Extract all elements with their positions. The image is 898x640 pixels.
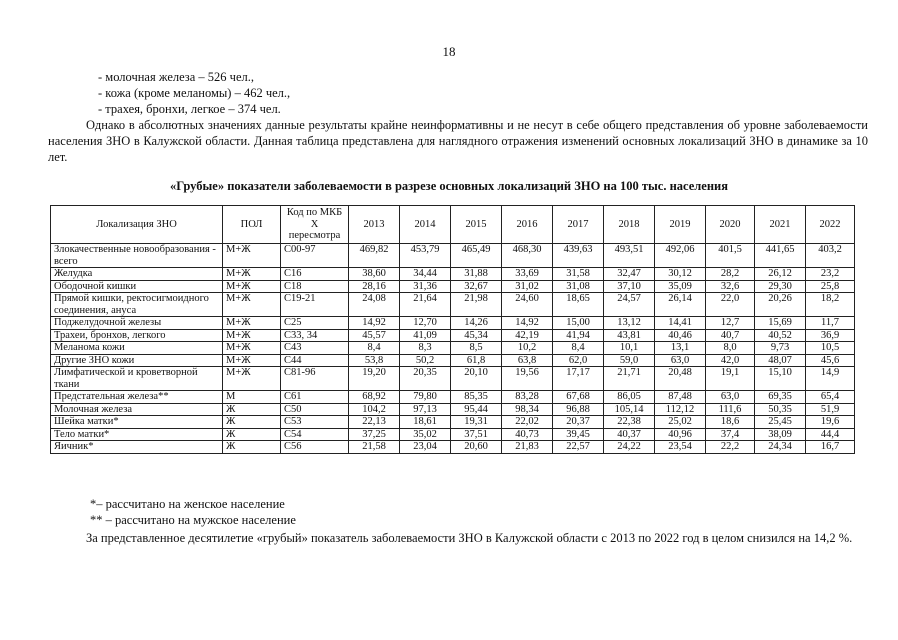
rate-cell: 18,61	[400, 416, 451, 429]
rate-cell: 22,02	[502, 416, 553, 429]
sex-cell: М+Ж	[223, 244, 281, 268]
rate-cell: 40,73	[502, 428, 553, 441]
column-header: 2021	[755, 206, 806, 244]
localization-cell: Шейка матки*	[51, 416, 223, 429]
column-header: 2015	[451, 206, 502, 244]
localization-cell: Предстательная железа**	[51, 391, 223, 404]
sex-cell: М+Ж	[223, 367, 281, 391]
icd-code-cell: С19-21	[281, 293, 349, 317]
localization-cell: Трахеи, бронхов, легкого	[51, 329, 223, 342]
table-header-row	[51, 206, 855, 244]
rate-cell: 32,67	[451, 280, 502, 293]
rate-cell: 31,08	[553, 280, 604, 293]
rate-cell: 24,08	[349, 293, 400, 317]
icd-code-cell: С53	[281, 416, 349, 429]
column-header: 2018	[604, 206, 655, 244]
rate-cell: 23,54	[655, 441, 706, 454]
rate-cell: 69,35	[755, 391, 806, 404]
rate-cell: 24,57	[604, 293, 655, 317]
rate-cell: 31,36	[400, 280, 451, 293]
table-row	[51, 403, 855, 416]
rate-cell: 36,9	[806, 329, 855, 342]
rate-cell: 10,5	[806, 342, 855, 355]
rate-cell: 15,00	[553, 317, 604, 330]
localization-cell: Молочная железа	[51, 403, 223, 416]
rate-cell: 20,60	[451, 441, 502, 454]
sex-cell: М+Ж	[223, 317, 281, 330]
conclusion-paragraph	[48, 530, 868, 546]
rate-cell: 26,12	[755, 268, 806, 281]
rate-cell: 19,6	[806, 416, 855, 429]
rate-cell: 21,64	[400, 293, 451, 317]
icd-code-cell: С50	[281, 403, 349, 416]
rate-cell: 25,8	[806, 280, 855, 293]
rate-cell: 19,56	[502, 367, 553, 391]
rate-cell: 10,1	[604, 342, 655, 355]
rate-cell: 18,2	[806, 293, 855, 317]
table-row	[51, 367, 855, 391]
table-row	[51, 441, 855, 454]
rate-cell: 32,6	[706, 280, 755, 293]
rate-cell: 22,38	[604, 416, 655, 429]
rate-cell: 8,3	[400, 342, 451, 355]
rate-cell: 16,7	[806, 441, 855, 454]
rate-cell: 17,17	[553, 367, 604, 391]
column-header: 2014	[400, 206, 451, 244]
table-row	[51, 416, 855, 429]
table-row	[51, 268, 855, 281]
icd-code-cell: С43	[281, 342, 349, 355]
rate-cell: 59,0	[604, 354, 655, 367]
rate-cell: 97,13	[400, 403, 451, 416]
table-row	[51, 244, 855, 268]
rate-cell: 13,1	[655, 342, 706, 355]
bullet-item: - кожа (кроме меланомы) – 462 чел.,	[98, 86, 291, 100]
rate-cell: 33,69	[502, 268, 553, 281]
rate-cell: 22,13	[349, 416, 400, 429]
rate-cell: 44,4	[806, 428, 855, 441]
column-header: 2017	[553, 206, 604, 244]
rate-cell: 493,51	[604, 244, 655, 268]
rate-cell: 19,20	[349, 367, 400, 391]
localization-cell: Другие ЗНО кожи	[51, 354, 223, 367]
icd-code-cell: С16	[281, 268, 349, 281]
rate-cell: 14,9	[806, 367, 855, 391]
rate-cell: 23,2	[806, 268, 855, 281]
sex-cell: Ж	[223, 403, 281, 416]
localization-cell: Ободочной кишки	[51, 280, 223, 293]
rate-cell: 35,09	[655, 280, 706, 293]
rate-cell: 25,02	[655, 416, 706, 429]
intro-paragraph-text: Однако в абсолютных значениях данные результаты крайне неинформативны и не несут в себе общего представления об уровне заболеваемости населения ЗНО в Калужской области. Данная таблица представлена для наглядного отражения изменений основных локализаций ЗНО в динамике за 10 лет.	[48, 118, 868, 164]
rate-cell: 67,68	[553, 391, 604, 404]
rate-cell: 19,31	[451, 416, 502, 429]
sex-cell: М+Ж	[223, 280, 281, 293]
localization-cell: Злокачественные новообразования - всего	[51, 244, 223, 268]
sex-cell: М+Ж	[223, 329, 281, 342]
rate-cell: 63,8	[502, 354, 553, 367]
table-row	[51, 280, 855, 293]
rate-cell: 31,02	[502, 280, 553, 293]
rate-cell: 8,4	[349, 342, 400, 355]
icd-code-cell: С81-96	[281, 367, 349, 391]
column-header: 2013	[349, 206, 400, 244]
table-row	[51, 329, 855, 342]
icd-code-cell: С00-97	[281, 244, 349, 268]
rate-cell: 85,35	[451, 391, 502, 404]
rate-cell: 51,9	[806, 403, 855, 416]
rate-cell: 43,81	[604, 329, 655, 342]
rate-cell: 23,04	[400, 441, 451, 454]
rate-cell: 21,83	[502, 441, 553, 454]
rate-cell: 50,2	[400, 354, 451, 367]
rate-cell: 45,34	[451, 329, 502, 342]
rate-cell: 11,7	[806, 317, 855, 330]
rate-cell: 63,0	[655, 354, 706, 367]
rate-cell: 465,49	[451, 244, 502, 268]
icd-code-cell: С44	[281, 354, 349, 367]
sex-cell: М+Ж	[223, 342, 281, 355]
rate-cell: 40,52	[755, 329, 806, 342]
rate-cell: 105,14	[604, 403, 655, 416]
localization-cell: Яичник*	[51, 441, 223, 454]
rate-cell: 41,94	[553, 329, 604, 342]
rate-cell: 22,0	[706, 293, 755, 317]
rate-cell: 37,4	[706, 428, 755, 441]
rate-cell: 15,69	[755, 317, 806, 330]
rate-cell: 63,0	[706, 391, 755, 404]
rate-cell: 28,16	[349, 280, 400, 293]
rate-cell: 40,96	[655, 428, 706, 441]
icd-code-cell: С54	[281, 428, 349, 441]
rate-cell: 401,5	[706, 244, 755, 268]
bullet-item: - молочная железа – 526 чел.,	[98, 70, 254, 84]
rate-cell: 31,88	[451, 268, 502, 281]
table-row	[51, 428, 855, 441]
footnote: *– рассчитано на женское население	[90, 497, 285, 511]
rate-cell: 468,30	[502, 244, 553, 268]
rate-cell: 34,44	[400, 268, 451, 281]
rate-cell: 14,41	[655, 317, 706, 330]
rate-cell: 40,7	[706, 329, 755, 342]
incidence-table	[50, 205, 855, 454]
localization-cell: Прямой кишки, ректосигмоидного соединения, ануса	[51, 293, 223, 317]
rate-cell: 22,57	[553, 441, 604, 454]
rate-cell: 42,0	[706, 354, 755, 367]
rate-cell: 19,1	[706, 367, 755, 391]
table-row	[51, 293, 855, 317]
rate-cell: 14,26	[451, 317, 502, 330]
rate-cell: 453,79	[400, 244, 451, 268]
rate-cell: 10,2	[502, 342, 553, 355]
rate-cell: 13,12	[604, 317, 655, 330]
icd-code-cell: С33, 34	[281, 329, 349, 342]
rate-cell: 21,71	[604, 367, 655, 391]
page-number: 18	[442, 44, 456, 59]
sex-cell: М+Ж	[223, 354, 281, 367]
rate-cell: 37,51	[451, 428, 502, 441]
rate-cell: 104,2	[349, 403, 400, 416]
rate-cell: 95,44	[451, 403, 502, 416]
sex-cell: Ж	[223, 416, 281, 429]
rate-cell: 87,48	[655, 391, 706, 404]
rate-cell: 41,09	[400, 329, 451, 342]
table-title: «Грубые» показатели заболеваемости в разрезе основных локализаций ЗНО на 100 тыс. населения	[169, 179, 728, 193]
sex-cell: Ж	[223, 441, 281, 454]
column-header: 2020	[706, 206, 755, 244]
rate-cell: 22,2	[706, 441, 755, 454]
localization-cell: Тело матки*	[51, 428, 223, 441]
rate-cell: 48,07	[755, 354, 806, 367]
rate-cell: 20,35	[400, 367, 451, 391]
rate-cell: 9,73	[755, 342, 806, 355]
rate-cell: 38,09	[755, 428, 806, 441]
column-header: 2016	[502, 206, 553, 244]
bullet-item: - трахея, бронхи, легкое – 374 чел.	[98, 102, 281, 116]
rate-cell: 45,6	[806, 354, 855, 367]
sex-cell: Ж	[223, 428, 281, 441]
rate-cell: 29,30	[755, 280, 806, 293]
rate-cell: 15,10	[755, 367, 806, 391]
rate-cell: 403,2	[806, 244, 855, 268]
rate-cell: 111,6	[706, 403, 755, 416]
intro-paragraph	[48, 117, 868, 165]
rate-cell: 32,47	[604, 268, 655, 281]
rate-cell: 50,35	[755, 403, 806, 416]
column-header: 2019	[655, 206, 706, 244]
rate-cell: 112,12	[655, 403, 706, 416]
icd-code-cell: С18	[281, 280, 349, 293]
rate-cell: 38,60	[349, 268, 400, 281]
rate-cell: 53,8	[349, 354, 400, 367]
rate-cell: 8,0	[706, 342, 755, 355]
table-row	[51, 342, 855, 355]
sex-cell: М+Ж	[223, 268, 281, 281]
rate-cell: 68,92	[349, 391, 400, 404]
column-header: Локализация ЗНО	[51, 206, 223, 244]
rate-cell: 20,48	[655, 367, 706, 391]
rate-cell: 8,5	[451, 342, 502, 355]
rate-cell: 45,57	[349, 329, 400, 342]
rate-cell: 20,26	[755, 293, 806, 317]
table-row	[51, 354, 855, 367]
localization-cell: Меланома кожи	[51, 342, 223, 355]
rate-cell: 20,10	[451, 367, 502, 391]
rate-cell: 98,34	[502, 403, 553, 416]
rate-cell: 37,25	[349, 428, 400, 441]
rate-cell: 492,06	[655, 244, 706, 268]
rate-cell: 18,65	[553, 293, 604, 317]
rate-cell: 21,58	[349, 441, 400, 454]
rate-cell: 96,88	[553, 403, 604, 416]
rate-cell: 30,12	[655, 268, 706, 281]
column-header: 2022	[806, 206, 855, 244]
rate-cell: 26,14	[655, 293, 706, 317]
rate-cell: 14,92	[502, 317, 553, 330]
rate-cell: 12,70	[400, 317, 451, 330]
localization-cell: Поджелудочной железы	[51, 317, 223, 330]
rate-cell: 24,22	[604, 441, 655, 454]
localization-cell: Лимфатической и кроветворной ткани	[51, 367, 223, 391]
rate-cell: 24,60	[502, 293, 553, 317]
icd-code-cell: С56	[281, 441, 349, 454]
rate-cell: 20,37	[553, 416, 604, 429]
sex-cell: М	[223, 391, 281, 404]
rate-cell: 40,37	[604, 428, 655, 441]
rate-cell: 14,92	[349, 317, 400, 330]
rate-cell: 24,34	[755, 441, 806, 454]
icd-code-cell: С25	[281, 317, 349, 330]
localization-cell: Желудка	[51, 268, 223, 281]
column-header: Код по МКБ X пересмотра	[281, 206, 349, 244]
icd-code-cell: С61	[281, 391, 349, 404]
rate-cell: 8,4	[553, 342, 604, 355]
rate-cell: 83,28	[502, 391, 553, 404]
rate-cell: 28,2	[706, 268, 755, 281]
table-row	[51, 391, 855, 404]
rate-cell: 25,45	[755, 416, 806, 429]
rate-cell: 18,6	[706, 416, 755, 429]
rate-cell: 65,4	[806, 391, 855, 404]
conclusion-text: За представленное десятилетие «грубый» показатель заболеваемости ЗНО в Калужской области с 2013 по 2022 год в целом снизился на 14,2 %.	[86, 531, 853, 545]
rate-cell: 12,7	[706, 317, 755, 330]
sex-cell: М+Ж	[223, 293, 281, 317]
rate-cell: 469,82	[349, 244, 400, 268]
rate-cell: 42,19	[502, 329, 553, 342]
rate-cell: 62,0	[553, 354, 604, 367]
rate-cell: 61,8	[451, 354, 502, 367]
rate-cell: 439,63	[553, 244, 604, 268]
rate-cell: 37,10	[604, 280, 655, 293]
footnote: ** – рассчитано на мужское население	[90, 513, 296, 527]
rate-cell: 31,58	[553, 268, 604, 281]
rate-cell: 40,46	[655, 329, 706, 342]
column-header: ПОЛ	[223, 206, 281, 244]
rate-cell: 39,45	[553, 428, 604, 441]
rate-cell: 21,98	[451, 293, 502, 317]
rate-cell: 79,80	[400, 391, 451, 404]
rate-cell: 35,02	[400, 428, 451, 441]
table-row	[51, 317, 855, 330]
rate-cell: 441,65	[755, 244, 806, 268]
rate-cell: 86,05	[604, 391, 655, 404]
